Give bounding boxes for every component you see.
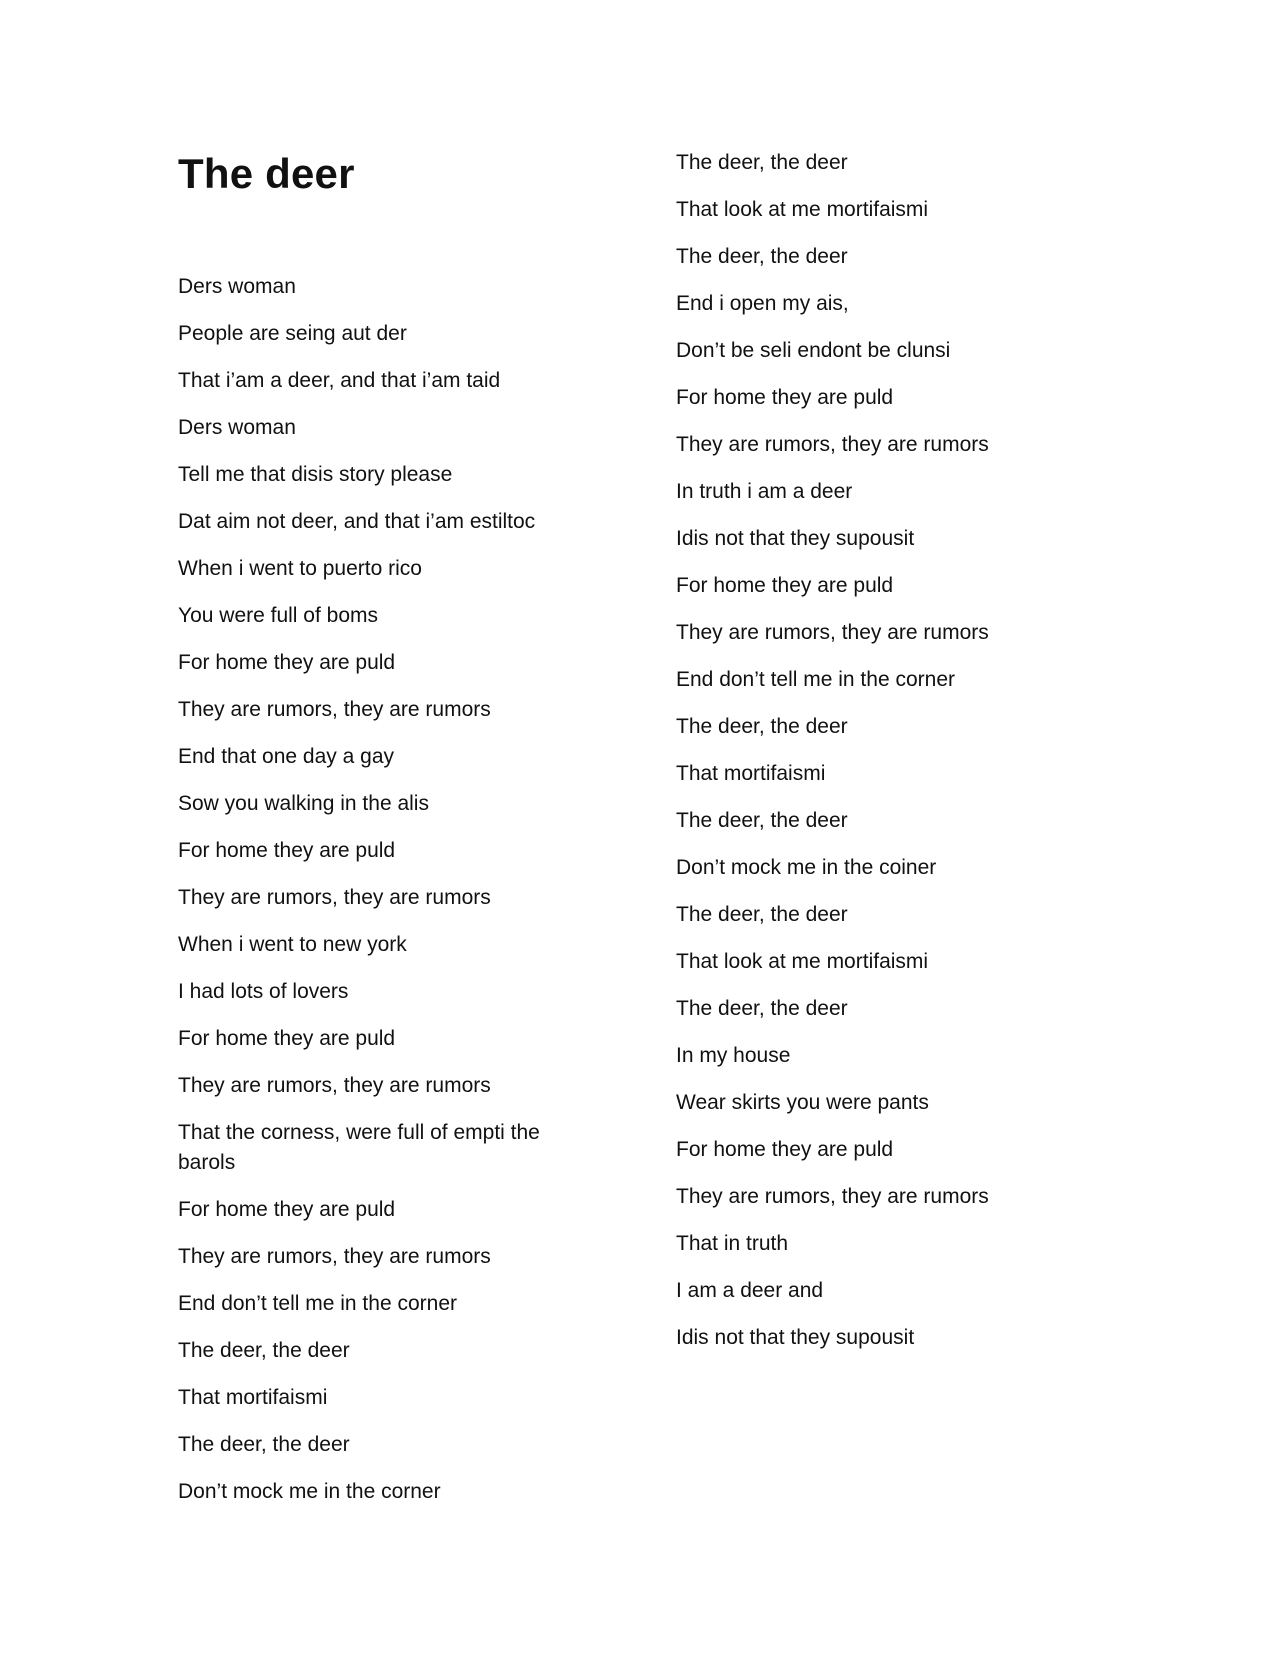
- poem-line: That the corness, were full of empti the barols: [178, 1121, 540, 1174]
- poem-line: You were full of boms: [178, 604, 379, 627]
- document-title: The deer: [178, 150, 355, 197]
- poem-line: They are rumors, they are rumors: [676, 621, 989, 644]
- poem-line: Don’t mock me in the coiner: [676, 856, 937, 879]
- poem-line: They are rumors, they are rumors: [178, 698, 491, 721]
- poem-line: For home they are puld: [178, 651, 396, 674]
- left-column: [178, 272, 598, 1524]
- poem-line: The deer, the deer: [676, 151, 848, 174]
- poem-line: That in truth: [676, 1232, 789, 1255]
- poem-line: Tell me that disis story please: [178, 463, 453, 486]
- poem-line: Don’t mock me in the corner: [178, 1480, 441, 1503]
- poem-line: The deer, the deer: [676, 715, 848, 738]
- right-column: [676, 148, 1096, 1370]
- poem-line: End i open my ais,: [676, 292, 849, 315]
- poem-line: Don’t be seli endont be clunsi: [676, 339, 951, 362]
- poem-line: For home they are puld: [676, 574, 894, 597]
- poem-line: Ders woman: [178, 275, 296, 298]
- poem-line: The deer, the deer: [676, 809, 848, 832]
- poem-line: The deer, the deer: [676, 997, 848, 1020]
- poem-line: That look at me mortifaismi: [676, 198, 929, 221]
- poem-line: For home they are puld: [676, 386, 894, 409]
- poem-line: They are rumors, they are rumors: [676, 433, 989, 456]
- poem-line: The deer, the deer: [178, 1433, 350, 1456]
- poem-line: Wear skirts you were pants: [676, 1091, 929, 1114]
- poem-line: For home they are puld: [178, 839, 396, 862]
- poem-line: That i’am a deer, and that i’am taid: [178, 369, 501, 392]
- poem-line: For home they are puld: [178, 1198, 396, 1221]
- poem-line: The deer, the deer: [178, 1339, 350, 1362]
- poem-line: They are rumors, they are rumors: [178, 1074, 491, 1097]
- poem-line: Ders woman: [178, 416, 296, 439]
- poem-line: I am a deer and: [676, 1279, 824, 1302]
- poem-line: They are rumors, they are rumors: [178, 1245, 491, 1268]
- poem-line: End don’t tell me in the corner: [178, 1292, 457, 1315]
- poem-line: The deer, the deer: [676, 903, 848, 926]
- poem-line: End that one day a gay: [178, 745, 394, 768]
- poem-line: Dat aim not deer, and that i’am estiltoc: [178, 510, 536, 533]
- poem-line: That look at me mortifaismi: [676, 950, 929, 973]
- poem-line: They are rumors, they are rumors: [676, 1185, 989, 1208]
- poem-line: For home they are puld: [178, 1027, 396, 1050]
- poem-line: For home they are puld: [676, 1138, 894, 1161]
- poem-line: In my house: [676, 1044, 791, 1067]
- poem-line: I had lots of lovers: [178, 980, 349, 1003]
- poem-line: When i went to puerto rico: [178, 557, 422, 580]
- poem-line: Sow you walking in the alis: [178, 792, 429, 815]
- poem-line: That mortifaismi: [178, 1386, 328, 1409]
- poem-line: In truth i am a deer: [676, 480, 853, 503]
- poem-line: Idis not that they supousit: [676, 1326, 915, 1349]
- poem-line: When i went to new york: [178, 933, 407, 956]
- poem-line: That mortifaismi: [676, 762, 826, 785]
- poem-line: People are seing aut der: [178, 322, 407, 345]
- poem-line: Idis not that they supousit: [676, 527, 915, 550]
- poem-line: End don’t tell me in the corner: [676, 668, 955, 691]
- poem-line: The deer, the deer: [676, 245, 848, 268]
- poem-line: They are rumors, they are rumors: [178, 886, 491, 909]
